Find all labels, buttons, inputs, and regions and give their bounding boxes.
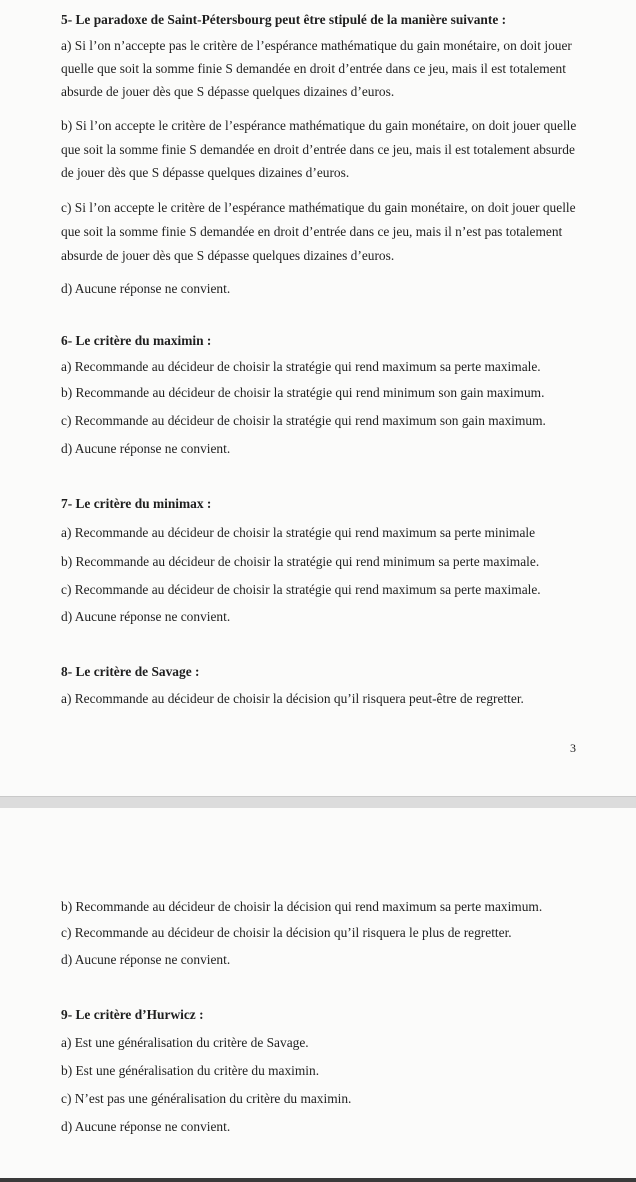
- question-9-option-a: a) Est une généralisation du critère de Savage.: [61, 1035, 309, 1050]
- question-5-option-b-line-3: de jouer dès que S dépasse quelques dizaines d’euros.: [61, 165, 350, 180]
- question-8-option-b: b) Recommande au décideur de choisir la décision qui rend maximum sa perte maximum.: [61, 899, 543, 914]
- page-number: 3: [570, 741, 576, 755]
- question-5-option-c-line-1: c) Si l’on accepte le critère de l’espérance mathématique du gain monétaire, on doit jouer quelle: [61, 200, 576, 215]
- question-9-option-c: c) N’est pas une généralisation du critère du maximin.: [61, 1091, 352, 1106]
- bottom-edge: [0, 1178, 636, 1182]
- question-8-option-d: d) Aucune réponse ne convient.: [61, 952, 231, 967]
- question-7-option-b: b) Recommande au décideur de choisir la stratégie qui rend minimum sa perte maximale.: [61, 554, 540, 569]
- question-5-option-a-line-2: quelle que soit la somme finie S demandée en droit d’entrée dans ce jeu, mais il est totalement: [61, 61, 566, 76]
- question-6-option-b: b) Recommande au décideur de choisir la stratégie qui rend minimum son gain maximum.: [61, 385, 545, 400]
- question-6-title: 6- Le critère du maximin :: [61, 333, 212, 348]
- question-6-option-d: d) Aucune réponse ne convient.: [61, 441, 231, 456]
- question-5-option-a-line-1: a) Si l’on n’accepte pas le critère de l’espérance mathématique du gain monétaire, on doit jouer: [61, 38, 572, 53]
- question-5-option-c-line-2: que soit la somme finie S demandée en droit d’entrée dans ce jeu, mais il n’est pas totalement: [61, 224, 563, 239]
- question-5-option-b-line-2: que soit la somme finie S demandée en droit d’entrée dans ce jeu, mais il est totalement absurde: [61, 142, 575, 157]
- question-5-option-b-line-1: b) Si l’on accepte le critère de l’espérance mathématique du gain monétaire, on doit jouer quelle: [61, 118, 577, 133]
- question-7-option-a: a) Recommande au décideur de choisir la stratégie qui rend maximum sa perte minimale: [61, 525, 536, 540]
- question-6-option-a: a) Recommande au décideur de choisir la stratégie qui rend maximum sa perte maximale.: [61, 359, 541, 374]
- question-8-title: 8- Le critère de Savage :: [61, 664, 200, 679]
- question-5-title: 5- Le paradoxe de Saint-Pétersbourg peut être stipulé de la manière suivante :: [61, 12, 507, 27]
- question-6-option-c: c) Recommande au décideur de choisir la stratégie qui rend maximum son gain maximum.: [61, 413, 546, 428]
- question-8-option-c: c) Recommande au décideur de choisir la décision qu’il risquera le plus de regretter.: [61, 925, 512, 940]
- question-9-title: 9- Le critère d’Hurwicz :: [61, 1007, 204, 1022]
- question-7-option-d: d) Aucune réponse ne convient.: [61, 609, 231, 624]
- question-7-option-c: c) Recommande au décideur de choisir la stratégie qui rend maximum sa perte maximale.: [61, 582, 541, 597]
- question-5-option-d: d) Aucune réponse ne convient.: [61, 281, 231, 296]
- question-5-option-c-line-3: absurde de jouer dès que S dépasse quelques dizaines d’euros.: [61, 248, 395, 263]
- question-9-option-d: d) Aucune réponse ne convient.: [61, 1119, 231, 1134]
- question-8-option-a: a) Recommande au décideur de choisir la décision qu’il risquera peut-être de regretter.: [61, 691, 524, 706]
- question-7-title: 7- Le critère du minimax :: [61, 496, 212, 511]
- question-5-option-a-line-3: absurde de jouer dès que S dépasse quelques dizaines d’euros.: [61, 84, 395, 99]
- question-9-option-b: b) Est une généralisation du critère du maximin.: [61, 1063, 320, 1078]
